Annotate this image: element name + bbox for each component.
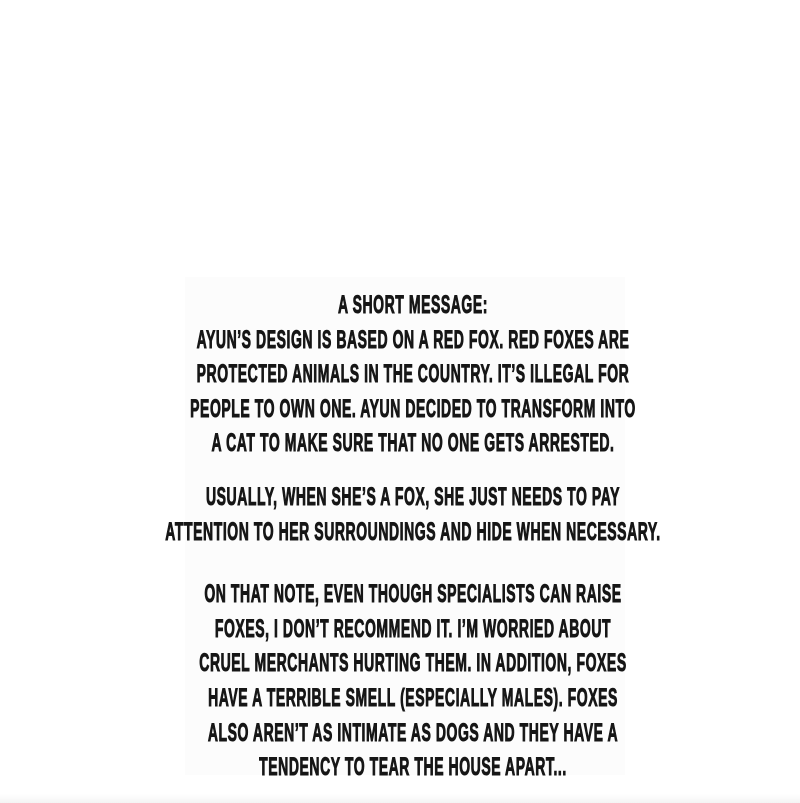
- message-line: AYUN’S DESIGN IS BASED ON A RED FOX. RED FOXES ARE: [196, 325, 630, 354]
- message-line: A CAT TO MAKE SURE THAT NO ONE GETS ARRESTED.: [211, 429, 615, 458]
- message-line: HAVE A TERRIBLE SMELL (ESPECIALLY MALES). FOXES: [208, 683, 618, 712]
- message-paragraphs: [77, 323, 749, 785]
- message-line: PEOPLE TO OWN ONE. AYUN DECIDED TO TRANSFORM INTO: [190, 394, 636, 423]
- message-paragraph: [77, 323, 749, 461]
- message-line: ATTENTION TO HER SURROUNDINGS AND HIDE WHEN NECESSARY.: [165, 517, 661, 546]
- message-line: PROTECTED ANIMALS IN THE COUNTRY. IT’S ILLEGAL FOR: [196, 360, 630, 389]
- message-line: TENDENCY TO TEAR THE HOUSE APART...: [259, 753, 567, 782]
- message-line: CRUEL MERCHANTS HURTING THEM. IN ADDITION, FOXES: [199, 649, 627, 678]
- message-paragraph: [77, 577, 749, 785]
- message-line: FOXES, I DON’T RECOMMEND IT. I’M WORRIED ABOUT: [214, 614, 612, 643]
- message-line: USUALLY, WHEN SHE’S A FOX, SHE JUST NEEDS TO PAY: [205, 482, 621, 511]
- message-line: ALSO AREN’T AS INTIMATE AS DOGS AND THEY HAVE A: [207, 718, 619, 747]
- message-paragraph: [77, 480, 749, 549]
- message-block: [77, 288, 749, 785]
- message-title: A SHORT MESSAGE:: [337, 291, 489, 319]
- message-line: ON THAT NOTE, EVEN THOUGH SPECIALISTS CAN RAISE: [204, 580, 622, 609]
- bottom-page-edge-shadow: [0, 794, 800, 803]
